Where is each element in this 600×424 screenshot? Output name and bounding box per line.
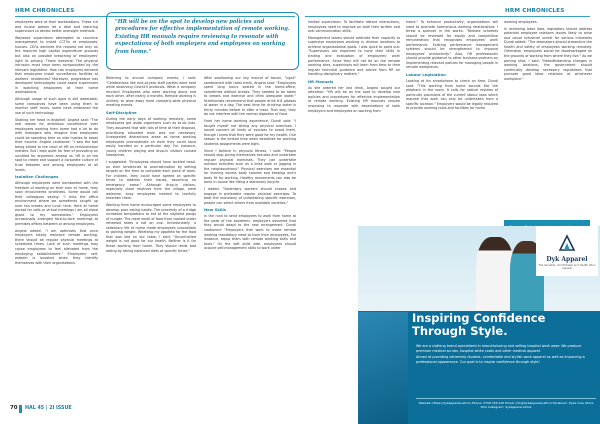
header-rule-right [305,16,590,17]
paragraph: limited supervision. To facilitate distant interactions, employees need to improve on both their written and oral communication skills. [308,20,400,34]
ad-headline: Inspiring Confidence Through Style. [412,311,546,338]
dyk-logo-icon [556,232,578,254]
article-column-2 [106,76,196,402]
article-column-5 [406,20,498,224]
article-column-4 [308,20,400,224]
section-header-right: HRM CHRONICLES [505,8,565,14]
ad-body [416,344,596,366]
paragraph: In reviewing labor laws, legislators should address potential employee relations issues likely to arise and cause industrial unrest for various industries Dundi added: "The lawmakers should streamline the health and safety of employees working remotely. Otherwise, employees would be disadvantaged on the grounds of working from where they live." As we parting shot, I said: "Notwithstanding changes in working locations, the government should continually develop necessary regulations that promote good labor relations at whichever workplace." [504,26,592,81]
paragraph: I suggested: "Employees should have tackled head-on their tendencies to procrastination by setting targets on the time to complete each piece of work. For children, they could have agreed on specific times to address their issues, assuming no emergency arose." Although drop-in visitors, especially close relatives from the village, were welcome, busy employees needed to tactfully entertain them. [106,159,196,201]
subheading-labour-legislation: Labour Legislation [406,72,446,78]
ad-accent-stripe [358,312,408,424]
ad-paragraph: We are a clothing brand specialised in manufacturing and selling hospital work wear. We produce premium medical scrubs, hospital white coats and other medical apparel. [416,344,582,353]
paragraph: Wayward supervisors attempted to convince management to install CCTVs at employees' houses. CEOs declined the request not only on the required high capital expenditure grounds but also on possible breaching of employees' right to privacy. Thank heavens! The physical intrusion must have been compounded by the relevant legislation. How can employers demand that employees install surveillance facilities at workers' residences? Moreover, progressive has developed technologies could assist supervisors in watching employees at their home workstations. [15,35,98,95]
pull-quote-box [106,12,299,70]
model-figure-doctor [476,237,514,311]
subheading-new-skills: New Skills [204,207,227,213]
page-number: 70 [10,405,18,411]
subheading-self-discipline: Self-Discipline [106,109,137,115]
page-footer [0,405,120,415]
ad-logo-text: Dyk Apparel [546,256,588,263]
paragraph: Management teams should arbitrate their capacity to supervise employees working in diverse locations to achieve organisational goals. I was quick to point out: "Supervisors are expected to hone their skills in trading and evaluation of employees' work performance. Since they will not be on the remote working sites, supervisors will learn from time to time regular technical guidance and advice from HR on handling disciplinary matters." [308,35,400,77]
pull-quote-text: "HR will be on the spot to develop new policies and procedures for effective implementation of remote working. Existing HR manuals require reviewing to resonate with expectations of both employers and employees on working from home." [115,19,290,55]
paragraph: working employees. [504,20,538,24]
ad-logo-tagline: The Versatile, Comfortable And Health Worn Apparel [538,264,596,271]
paragraph: Shaking her head in disbelief, Angela said: "The real reason for ambitious surveillance over employees working from home had a lot to do with managers who imagine that employees could be spending time on side hustles to boost their income. Angela cautioned: "I saw the ball being kicked to the court of HR on remuneration matters. But I kept quiet for fear of provoking an uncalled for argument among us. HR is on the spot to create and support a corporate culture of trust between and among employees at all levels. [15,117,98,172]
section-header-left: HRM CHRONICLES [15,8,75,14]
paragraph: Although usage of such apps is still debatable, some companies have been using them to monitor staff hours, some have embraced the use of such technology. [15,97,98,115]
magazine-issue: HAL 45 | 2I ISSUE [25,405,72,411]
article-column-3 [204,76,296,402]
paragraph: In the rush to send employees to work from home at the peak of the pandemic, employers assumed that they would adapt to the new arrangement. Dundi cautioned: "Employers that want to make remote working mandatory need to train their employees. For instance, equip them with remote working skills and tools." On the soft skills side, employees should acquire self-management skills to work under [204,214,296,251]
subheading-isolation: Isolation Challenges [15,174,59,180]
article-column-6 [504,20,592,216]
paragraph: Since I believe in physical fitness, I said: "People should stop giving themselves excuses and undertake regular physical exercises. They can undertake outdoor activities such as a brisk walk or jogging in the neighbourhood." Physical exercises are essential for burning excess body calories and keeping one's body fit for working. Healthy movements can also be done in-house like riding a stationary bicycle. [204,148,296,185]
paragraph: As she ordered her last drink, Angela sought our attention: "HR will be on the spot to develop new policies and procedures for effective implementation of remote working. Existing HR manuals require reviewing to resonate with expectations of both employers and employees on working from [308,85,400,113]
subheading-hr-manuals: HR Manuals [308,78,334,84]
paragraph: Looking at his smartphone to check on time, Dundi said: "This working from home sounds like the elephant in the room. It calls for radical reviews of particular provisions of the current labour laws which assume that work can only be undertaken from a specific location." Employers would be legally required to provide working tools and facilities for home [406,79,498,111]
footer-accent-bar [19,405,22,413]
article-column-1 [15,20,98,402]
paragraph: Angela added: "I am optimistic that once employers totally embrace remote working, there should be regular physical meetings at scheduled times. Lack of such meetings may cause employees to feel alienated from the employing establishment." Employees' self-esteem is boosted when they identify themselves with their organisations. [15,228,98,265]
paragraph: Working from home encouraged some employees to develop poor eating habits. The proximity of a fridge increased temptations to eat at the slightest pangs of hunger. The mere smell of food from cooked under reheated takes a toll on one. Unfortunately, a sedentary life at home made employees susceptible to gaining weight. Whetting my appetite for the food that was laid on our table, I said: "Uncontrolled weight is not good for our health. Neither is it for those working from home. They should resist bad eating by taking balanced diets at specific times." [106,203,196,253]
ad-logo-box [536,226,598,276]
paragraph: Although employees were bombarded with the freedom of working on their own at home, they soon encountered loneliness. Some would call their colleagues saying: "I miss the office environment where we sometimes caught up over tea breaks and lunch time. Here at home except for calls or virtual meetings I am all alone glued to my workstation." Employees occasionally arranged face-to-face meetings at premises offices between or among employees. [15,181,98,227]
paragraph: During the early days of working remotely, some employees got aside organisers such as to-do lists. They assumed that with lots of time at their disposal, prioritising allocated work was not necessary. Unexpected distractions arose as home working employees procrastinate on work they could have easily handled on a particular day. For instance, young children playing and drop-in visitors caused headaches. [106,116,196,158]
ad-photo-background [358,226,600,311]
paragraph: home." To enhance productivity, organisations will need to promote harmonious working relationships. I threw a spanner in the works: "Remote schemes should be reviewed for equity and competitive remuneration that recognises employees' work performance. Existing performance management systems should be strengthened to improve employees' productivity." Also, HR professionals should provide guidance to other business partners on implementing relevant policies for managing people in remote workplaces. [406,20,498,70]
ad-contact-info: Website: https://dykapparels.africa Phone: 0758 746 440 Email: info@dykapparels.africa Facebook: Dyka Cole Africa DCA Instagram: dykapparel.africa [416,398,596,409]
dyk-apparel-advertisement [358,226,600,424]
paragraph: From her home working experience, Dundi said: "I taught myself not sitting any physical exercises. I would convert all kinds of excuses to avoid them, though I knew that they were good for my health. One reason is the limited time when deadlines for working students assignments were tight. [204,119,296,146]
paragraph: employees were at their workstations. These cut and incase games let a deal and requiring supervisors to devise better oversight methods. [15,20,98,34]
paragraph: Referring to annual company events, I said: "Celebrations like end-of-year staff parties were held while observing Covid19 protocols. What a company reunion! Employees who were working alone and each other, after nearly 4 months. Remote working is unlikely to wipe away most company-wide physical meeting events. [106,76,196,108]
paragraph: After swallowing our big mound of bacon, "ugali" sandwiched with roast meat, Angela said: "Employees spent long hours seated in the home-office, sometimes without breaks. They needed to be taken to breaks and exercise and drink adequate water." Nutritionists recommend that people drink 6-8 glasses of water in a day. The best time for drinking water is thirty minutes before or after a meal. That way, they do not interfere with the normal digestion of food. [204,76,296,117]
ad-paragraph: Aimed at providing extremely durable, comfortable and stylish work apparel as well as improving a professional appearance. Our goal is to inspire confidence through style! [416,355,585,364]
paragraph: I added: "Sedentary workers should choose and engage in preferable regular physical exercises. To beat the monotony of undertaking specific exercises, people can select others from available varieties." [204,187,296,205]
